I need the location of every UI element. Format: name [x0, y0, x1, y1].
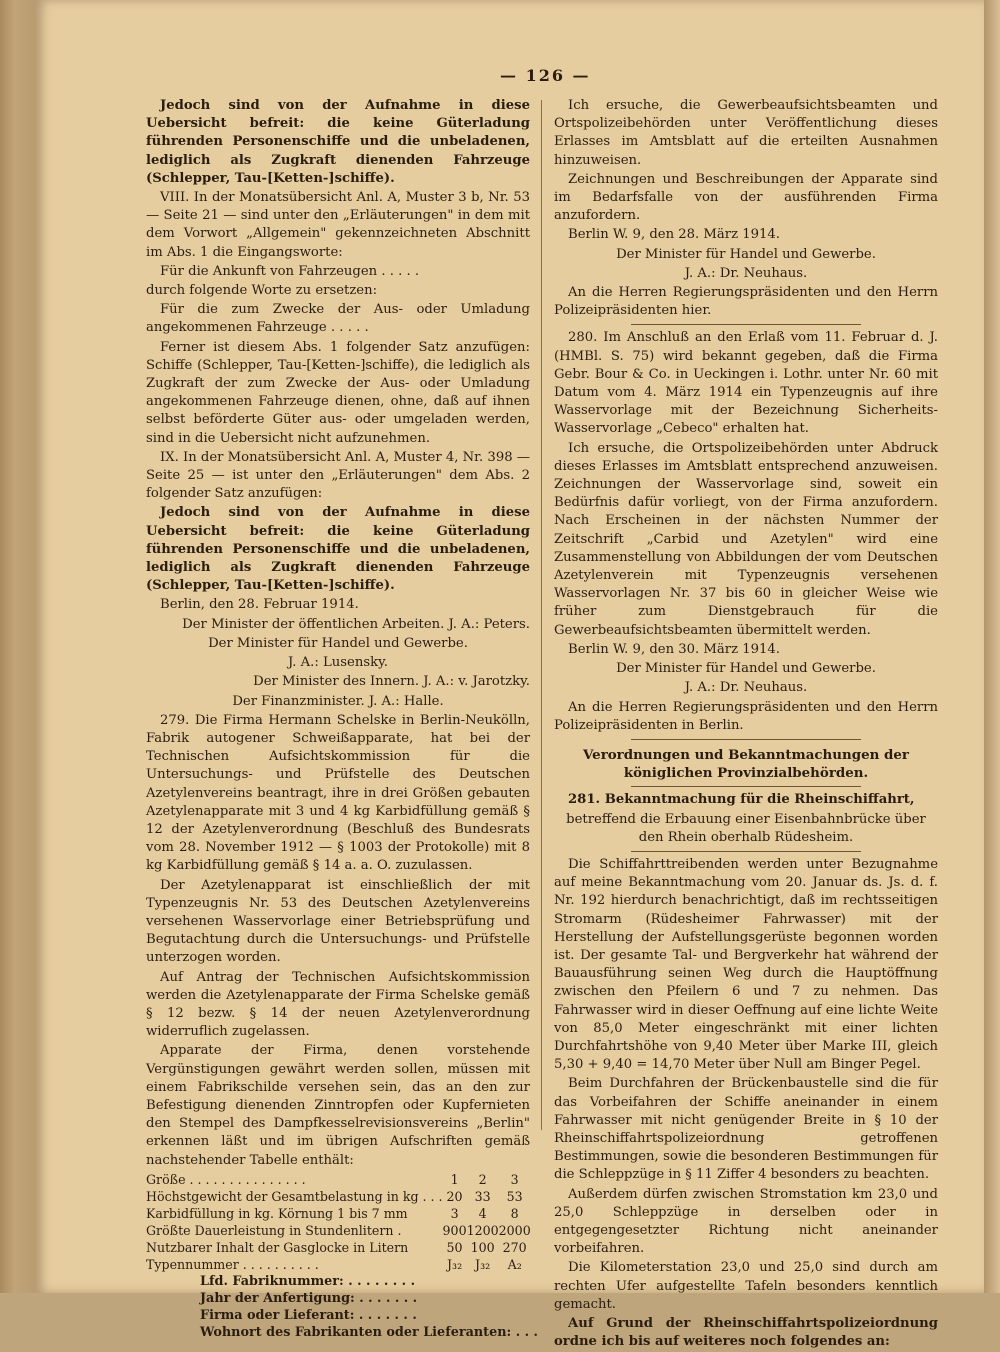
book-spine-edge: [0, 0, 36, 1293]
signature-line: Der Minister des Innern. J. A.: v. Jarotzky.: [253, 674, 530, 690]
paragraph: Auf Grund der Rheinschiffahrtspolizeiordnung ordne ich bis auf weiteres noch folgendes an:: [554, 1316, 938, 1350]
date-line: Berlin W. 9, den 28. März 1914.: [568, 227, 780, 243]
signature-line: Der Minister für Handel und Gewerbe.: [616, 661, 876, 677]
separator-rule: [631, 739, 861, 740]
table-cell: 270: [502, 1239, 527, 1255]
paragraph-279: 279. Die Firma Hermann Schelske in Berlin-Neukölln, Fabrik autogener Schweißapparate, hat bei der Technischen Aufsichtskommission für die Untersuchungs- und Prüfstelle des Deutschen Azetylenvereins beantragt, ihre in drei Größen gebauten Azetylenapparate mit 3 und 4 kg Karbidfüllung gemäß § 12 der Azetylenverordnung (Beschluß des Bundesrats vom 28. November 1912 — § 1003 der Protokolle) mit 8 kg Karbidfüllung gemäß § 14 a. a. O. zuzulassen.: [146, 712, 530, 874]
signature-line: J. A.: Lusensky.: [288, 655, 388, 671]
table-cell: 1: [450, 1171, 459, 1187]
paragraph: IX. In der Monatsübersicht Anl. A, Muster 4, Nr. 398 — Seite 25 — ist unter den „Erläuterungen" dem Abs. 2 folgender Satz anzufügen:: [146, 449, 530, 502]
paragraph: Ferner ist diesem Abs. 1 folgender Satz anzufügen: Schiffe (Schlepper, Tau-[Ketten-]schiffe), die lediglich als Zugkraft der zum Zwecke der Aus- oder Umladung angekommenen Fahrzeuge dienen, ohne, daß auf ihnen selbst beförderte Güter aus- oder umgeladen werden, sind in die Uebersicht nicht aufzunehmen.: [146, 339, 530, 446]
signature-line: Der Minister für Handel und Gewerbe.: [616, 246, 876, 262]
section-heading: Verordnungen und Bekanntmachungen der königlichen Provinzialbehörden.: [583, 746, 909, 782]
table-cell-label: Karbidfüllung in kg. Körnung 1 bis 7 mm: [146, 1205, 408, 1221]
paragraph: VIII. In der Monatsübersicht Anl. A, Muster 3 b, Nr. 53 — Seite 21 — sind unter den „Erläuterungen" in dem mit dem Vorwort „Allgemein" gekennzeichneten Abschnitt im Abs. 1 die Eingangsworte:: [146, 190, 530, 260]
table-cell: 8: [510, 1205, 519, 1221]
paragraph: Jedoch sind von der Aufnahme in diese Uebersicht befreit: die keine Güterladung führenden Personenschiffe und die unbeladenen, lediglich als Zugkraft dienenden Fahrzeuge (Schlepper, Tau-[Ketten-]schiffe).: [146, 98, 530, 186]
paragraph: Für die Ankunft von Fahrzeugen . . . . .: [160, 263, 420, 279]
signature-line: Der Finanzminister. J. A.: Halle.: [232, 693, 444, 709]
paragraph: An die Herren Regierungspräsidenten und den Herrn Polizeipräsidenten in Berlin.: [554, 699, 938, 733]
table-row: [146, 1239, 531, 1256]
table-row: [146, 1222, 531, 1239]
left-column: [146, 97, 538, 1341]
paragraph: Ich ersuche, die Ortspolizeibehörden unter Abdruck dieses Erlasses im Amtsblatt entsprechend anzuweisen. Zeichnungen der Wasservorlage sind, soweit ein Bedürfnis dafür vorliegt, von der Firma anzufordern. Nach Erscheinen in der nächsten Nummer der Zeitschrift „Carbid und Azetylen" wird eine Zusammenstellung von Abbildungen der vom Deutschen Azetylenverein mit Typenzeugnis versehenen Wasservorlagen Nr. 37 bis 60 in gleicher Weise wie früher zum Dienstgebrauch für die Gewerbeaufsichtsbeamten übermittelt werden.: [554, 440, 938, 638]
label-field: Lfd. Fabriknummer: . . . . . . . .: [200, 1273, 416, 1289]
signature-line: J. A.: Dr. Neuhaus.: [684, 265, 808, 281]
table-cell: 2: [478, 1171, 487, 1187]
table-cell-label: Typennummer . . . . . . . . . .: [146, 1256, 319, 1272]
paragraph: Für die zum Zwecke der Aus- oder Umladung angekommenen Fahrzeuge . . . . .: [146, 302, 530, 336]
table-cell: 2000: [498, 1222, 531, 1238]
paragraph: Der Azetylenapparat ist einschließlich der mit Typenzeugnis Nr. 53 des Deutschen Azetylenvereins versehenen Wasservorlage einer Betriebsprüfung und Begutachtung durch die Untersuchungs- und Prüfstelle unterzogen worden.: [146, 877, 530, 966]
paragraph-280: 280. Im Anschluß an den Erlaß vom 11. Februar d. J. (HMBl. S. 75) wird bekannt gegeben, daß die Firma Gebr. Bour & Co. in Ueckingen i. Lothr. unter Nr. 60 mit Datum vom 4. März 1914 ein Typenzeugnis auf ihre Wasservorlage mit der Bezeichnung Sicherheits-Wasservorlage „Cebeco" erhalten hat.: [554, 330, 938, 437]
signature-line: J. A.: Dr. Neuhaus.: [684, 680, 808, 696]
paragraph: Apparate der Firma, denen vorstehende Vergünstigungen gewährt werden sollen, müssen mit einem Fabrikschilde versehen sein, das an den zur Befestigung dienenden Zinntropfen oder Kupfernieten den Stempel des Dampfkesselrevisionsvereins „Berlin" erkennen läßt und im übrigen Aufschriften gemäß nachstehender Tabelle enthält:: [146, 1043, 530, 1168]
table-cell: J₃₂: [446, 1256, 463, 1272]
table-cell: 3: [450, 1205, 459, 1221]
paragraph: Außerdem dürfen zwischen Stromstation km 23,0 und 25,0 Schleppzüge in derselben oder in entgegengesetzter Richtung nicht aneinander vorbeifahren.: [554, 1186, 938, 1257]
separator-rule: [631, 324, 861, 325]
paragraph: Zeichnungen und Beschreibungen der Apparate sind im Bedarfsfalle von der ausführenden Firma anzufordern.: [554, 171, 938, 224]
paragraph: Die Schiffahrttreibenden werden unter Bezugnahme auf meine Bekanntmachung vom 20. Januar ds. Js. d. f. Nr. 192 hierdurch benachrichtigt, daß im rechtsseitigen Stromarm (Rüdesheimer Fahrwasser) mit der Herstellung der Aufstellungsgerüste begonnen worden ist. Der gesamte Tal- und Bergverkehr hat während der Bauausführung seinen Weg durch die Hauptöffnung zwischen den Pfeilern 6 und 7 zu nehmen. Das Fahrwasser wird in dieser Oeffnung auf eine lichte Weite von 85,0 Meter eingeschränkt mit einer lichten Durchfahrtshöhe von 9,40 Meter über Marke III, gleich 5,30 + 9,40 = 14,70 Meter über Null am Binger Pegel.: [554, 856, 938, 1073]
signature-line: Der Minister für Handel und Gewerbe.: [208, 635, 468, 651]
label-field: Firma oder Lieferant: . . . . . . .: [200, 1307, 417, 1323]
table-cell: A₂: [507, 1256, 522, 1272]
paragraph: Auf Antrag der Technischen Aufsichtskommission werden die Azetylenapparate der Firma Schelske gemäß § 12 bezw. § 14 der neuen Azetylenverordnung widerruflich zugelassen.: [146, 969, 530, 1040]
separator-rule: [631, 851, 861, 852]
paragraph: Beim Durchfahren der Brückenbaustelle sind die für das Vorbeifahren der Schiffe aneinander in einem Fahrwasser mit nicht genügender Breite in § 10 der Rheinschiffahrtspolizeiordnung getroffenen Bestimmungen, sowie die besonderen Bestimmungen für die Schleppzüge in § 11 Ziffer 4 besonders zu beachten.: [554, 1076, 938, 1183]
paragraph: Die Kilometerstation 23,0 und 25,0 sind durch am rechten Ufer aufgestellte Tafeln besonders kenntlich gemacht.: [554, 1260, 938, 1312]
table-row: [146, 1188, 531, 1205]
table-row: [146, 1256, 531, 1273]
table-cell: 50: [446, 1239, 463, 1255]
label-field: Jahr der Anfertigung: . . . . . . .: [200, 1290, 418, 1306]
paragraph-281-title: 281. Bekanntmachung für die Rheinschiffahrt,: [568, 792, 915, 808]
table-cell: 20: [446, 1188, 463, 1204]
table-cell: 100: [470, 1239, 495, 1255]
page-right-edge: [984, 0, 1000, 1293]
table-cell-label: Größte Dauerleistung in Stundenlitern .: [146, 1222, 402, 1238]
separator-rule: [631, 786, 861, 787]
table-cell: J₃₂: [475, 1256, 491, 1272]
table-cell-label: Höchstgewicht der Gesamtbelastung in kg . . .: [146, 1188, 443, 1204]
date-line: Berlin W. 9, den 30. März 1914.: [568, 641, 780, 657]
paragraph: An die Herren Regierungspräsidenten und den Herrn Polizeipräsidenten hier.: [554, 285, 938, 319]
page-number: — 126 —: [500, 66, 591, 85]
table-cell: 4: [478, 1205, 487, 1221]
signature-line: Der Minister der öffentlichen Arbeiten. J. A.: Peters.: [182, 616, 530, 632]
table-row: [146, 1171, 531, 1188]
table-cell: 53: [506, 1188, 523, 1204]
paragraph: Ich ersuche, die Gewerbeaufsichtsbeamten und Ortspolizeibehörden unter Veröffentlichung dieses Erlasses im Amtsblatt auf die erteilten Ausnahmen hinzuweisen.: [554, 98, 938, 168]
label-fields: [200, 1273, 538, 1341]
specification-table: [146, 1171, 531, 1273]
table-cell-label: Größe . . . . . . . . . . . . . . .: [146, 1171, 306, 1187]
date-line: Berlin, den 28. Februar 1914.: [160, 597, 359, 613]
paragraph: durch folgende Worte zu ersetzen:: [146, 283, 378, 299]
right-column: [554, 97, 938, 1352]
label-field: Wohnort des Fabrikanten oder Lieferanten: . . .: [200, 1324, 538, 1340]
paragraph: Jedoch sind von der Aufnahme in diese Uebersicht befreit: die keine Güterladung führenden Personenschiffe und die unbeladenen, lediglich als Zugkraft dienenden Fahrzeuge (Schlepper, Tau-[Ketten-]schiffe).: [146, 505, 530, 594]
column-divider: [541, 100, 542, 1130]
table-cell-label: Nutzbarer Inhalt der Gasglocke in Litern: [146, 1239, 409, 1255]
table-cell: 33: [474, 1188, 491, 1204]
table-cell: 1200: [466, 1222, 499, 1238]
paragraph-subtitle: betreffend die Erbauung einer Eisenbahnbrücke über den Rhein oberhalb Rüdesheim.: [566, 811, 926, 845]
table-cell: 900: [442, 1222, 467, 1238]
table-cell: 3: [510, 1171, 519, 1187]
table-row: [146, 1205, 531, 1222]
